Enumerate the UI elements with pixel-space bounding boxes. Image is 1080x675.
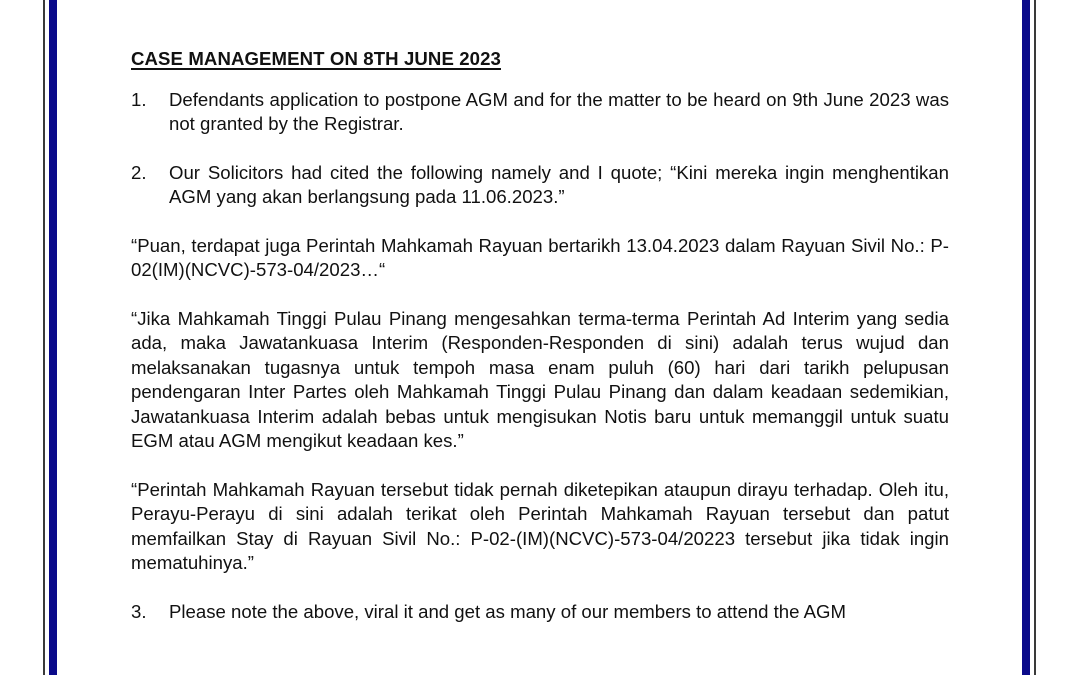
- page-border-right-thin: [1034, 0, 1036, 675]
- quote-paragraph-3: “Perintah Mahkamah Rayuan tersebut tidak pernah diketepikan ataupun dirayu terhadap. Oleh itu, Perayu-Perayu di sini adalah terikat oleh Perintah Mahkamah Rayuan tersebut dan patut memfailkan Stay di Rayuan Sivil No.: P-02-(IM)(NCVC)-573-04/20223 tersebut jika tidak ingin mematuhinya.”: [131, 478, 949, 573]
- item-number: 3.: [131, 600, 147, 622]
- page-border-right-navy: [1022, 0, 1030, 675]
- quote-paragraph-1: “Puan, terdapat juga Perintah Mahkamah Rayuan bertarikh 13.04.2023 dalam Rayuan Sivil No.: P-02(IM)(NCVC)-573-04/2023…“: [131, 234, 949, 280]
- item-number: 1.: [131, 88, 147, 110]
- item-text: Our Solicitors had cited the following namely and I quote; “Kini mereka ingin menghentikan AGM yang akan berlangsung pada 11.06.2023.”: [169, 161, 949, 207]
- document-heading: CASE MANAGEMENT ON 8TH JUNE 2023: [131, 48, 501, 69]
- page-border-left-navy: [49, 0, 57, 675]
- document-body: [131, 47, 949, 648]
- item-number: 2.: [131, 161, 147, 183]
- numbered-item-2: [131, 161, 949, 210]
- page-border-left-thin: [43, 0, 45, 675]
- item-text: Please note the above, viral it and get as many of our members to attend the AGM: [169, 600, 846, 622]
- item-text: Defendants application to postpone AGM and for the matter to be heard on 9th June 2023 was not granted by the Registrar.: [169, 88, 949, 134]
- numbered-item-1: [131, 88, 949, 137]
- quote-paragraph-2: “Jika Mahkamah Tinggi Pulau Pinang mengesahkan terma-terma Perintah Ad Interim yang sedia ada, maka Jawatankuasa Interim (Responden-Responden di sini) adalah terus wujud dan melaksanakan tugasnya untuk tempoh masa enam puluh (60) hari dari tarikh pelupusan pendengaran Inter Partes oleh Mahkamah Tinggi Pulau Pinang dan dalam keadaan sedemikian, Jawatankuasa Interim adalah bebas untuk mengisukan Notis baru untuk memanggil untuk suatu EGM atau AGM mengikut keadaan kes.”: [131, 307, 949, 451]
- numbered-item-3: [131, 600, 949, 625]
